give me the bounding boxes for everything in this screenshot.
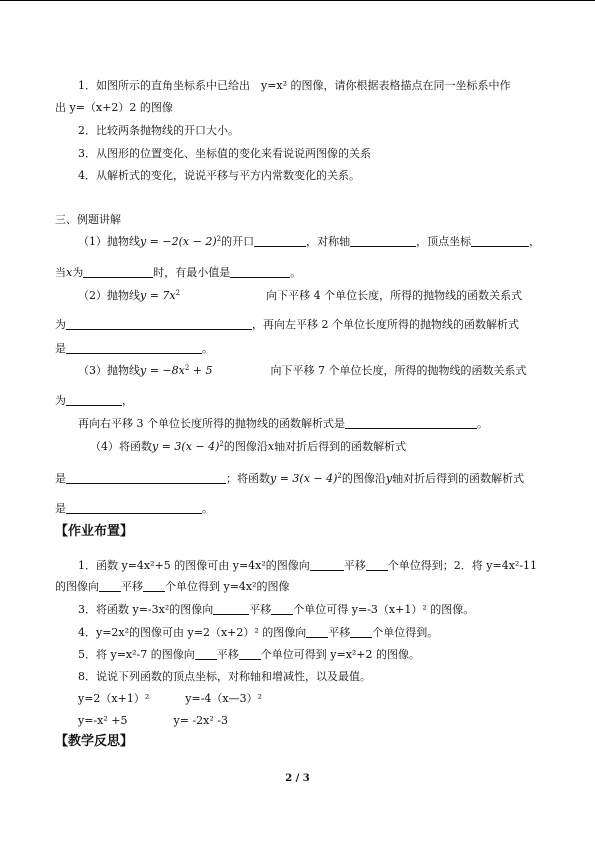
q1-line2: 2．比较两条抛物线的开口大小。 — [78, 124, 239, 137]
answer-blank[interactable] — [345, 417, 477, 429]
answer-blank[interactable] — [254, 235, 306, 247]
answer-blank[interactable] — [230, 266, 290, 278]
answer-blank[interactable] — [143, 580, 165, 592]
q1-line1b: 出 y=（x+2）2 的图像 — [55, 101, 173, 114]
example2-expr: y = 7x — [140, 289, 176, 302]
answer-blank[interactable] — [310, 559, 344, 571]
q1-line4: 4．从解析式的变化，说说平移与平方内常数变化的关系。 — [78, 169, 360, 182]
example2-line1: （2）抛物线$y = 7x^2$ 向下平移 4 个单位长度，所得的抛物线的函数关系式 — [78, 289, 523, 302]
answer-blank[interactable] — [99, 580, 121, 592]
answer-blank[interactable] — [306, 626, 328, 638]
homework-line8: 8．说说下列函数的顶点坐标，对称轴和增减性，以及最值。 — [78, 670, 371, 683]
example4-expr: y = 3(x − 4) — [152, 440, 220, 453]
answer-blank[interactable] — [66, 472, 226, 484]
homework-line1b: 的图像向 平移 个单位得到 y=4x²的图像 — [55, 580, 290, 593]
answer-blank[interactable] — [366, 559, 388, 571]
example1-line2: 当x为 时，有最小值是 。 — [55, 266, 302, 279]
example1-line1: （1）抛物线$y = -2(x - 2)^2$的开口 ，对称轴 ，顶点坐标 ， — [78, 235, 541, 248]
example4-line2: 是 ；将函数$y = 3(x - 4)^2$的图像沿y轴对折后得到的函数解析式 — [55, 472, 525, 485]
answer-blank[interactable] — [66, 342, 202, 354]
answer-blank[interactable] — [195, 648, 217, 660]
homework-line3: 3．将函数 y=-3x²的图像向 平移 个单位可得 y=-3（x+1）² 的图像。 — [78, 603, 475, 616]
page-number: 2 / 3 — [285, 773, 310, 784]
example2-line2: 为 ，再向左平移 2 个单位长度所得的抛物线的函数解析式 — [55, 318, 519, 331]
answer-blank[interactable] — [350, 235, 416, 247]
example2-line3: 是 。 — [55, 342, 213, 355]
answer-blank[interactable] — [213, 603, 249, 615]
answer-blank[interactable] — [271, 603, 293, 615]
example1-expr: y = −2(x − 2) — [140, 235, 217, 248]
answer-blank[interactable] — [83, 266, 153, 278]
example4-line1: （4）将函数$y = 3(x - 4)^2$的图像沿x轴对折后得到的函数解析式 — [90, 440, 407, 453]
example4-line3: 是 。 — [55, 502, 213, 515]
answer-blank[interactable] — [66, 502, 202, 514]
example3-line1: （3）抛物线$y = -8x^2 + 5$ 向下平移 7 个单位长度，所得的抛物线的函数关系式 — [78, 364, 527, 377]
answer-blank[interactable] — [66, 318, 252, 330]
homework-formulas-row1: y=2（x+1）² y=-4（x—3）² — [78, 692, 263, 705]
homework-line5: 5．将 y=x²-7 的图像向 平移 个单位可得到 y=x²+2 的图像。 — [78, 648, 421, 661]
homework-line4: 4．y=2x²的图像可由 y=2（x+2）² 的图像向 平移 个单位得到。 — [78, 626, 439, 639]
reflection-heading: 【教学反思】 — [55, 734, 134, 749]
answer-blank[interactable] — [66, 394, 122, 406]
q1-line3: 3．从图形的位置变化、坐标值的变化来看说说两图像的关系 — [78, 147, 371, 160]
page-top-border — [0, 0, 595, 1]
q1-line1: 1．如图所示的直角坐标系中已给出 y=x² 的图像，请你根据表格描点在同一坐标系中作 — [78, 79, 511, 92]
homework-heading: 【作业布置】 — [55, 524, 134, 539]
example3-line2: 为 ， — [55, 394, 133, 407]
example3-line3: 再向右平移 3 个单位长度所得的抛物线的函数解析式是 。 — [78, 417, 488, 430]
answer-blank[interactable] — [350, 626, 372, 638]
answer-blank[interactable] — [239, 648, 261, 660]
example3-expr: y = −8x — [140, 364, 185, 377]
homework-line1: 1．函数 y=4x²+5 的图像可由 y=4x²的图像向 平移 个单位得到；2．将 y=4x²-11 — [78, 559, 538, 572]
answer-blank[interactable] — [471, 235, 529, 247]
homework-formulas-row2: y=-x² +5 y= -2x² -3 — [78, 714, 228, 727]
section3-title: 三、例题讲解 — [55, 213, 121, 226]
